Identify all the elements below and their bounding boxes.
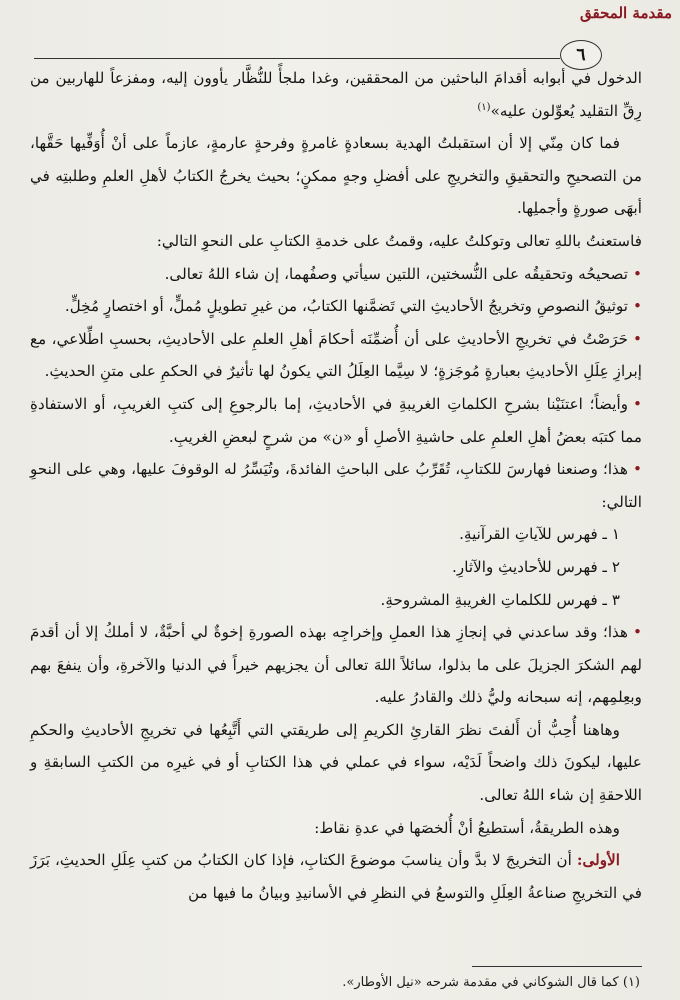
list-item (30, 258, 642, 291)
bullet-icon: • (633, 460, 642, 479)
list-item-text: هذا؛ وقد ساعدني في إنجازِ هذا العملِ وإخراجِه بهذه الصورةِ إخوةٌ لي أحبَّةٌ، لا أملكُ إلا أن أقدمَ لهم الشكرَ الجزيلَ على ما بذلوا، سائلاً اللهَ تعالى أن يجزيهم خيراً في الدنيا والآخرةِ، وأن ينفعَ بهم وبعِلمِهم، إنه سبحانه وليُّ ذلك والقادرُ عليه. (30, 623, 642, 707)
footnote-rule (472, 966, 642, 967)
list-item-text: توثيقُ النصوصِ وتخريجُ الأحاديثِ التي تَضمَّنها الكتابُ، من غيرِ تطويلٍ مُملٍّ، أو اختصارٍ مُخِلٍّ. (64, 297, 629, 316)
body-text (30, 62, 642, 909)
bullet-icon: • (633, 264, 642, 283)
bullet-icon: • (633, 623, 642, 642)
header-rule (34, 58, 560, 59)
bullet-icon: • (633, 297, 642, 316)
paragraph: فما كان مِنّي إلا أن استقبلتُ الهدية بسعادةٍ غامرةٍ وفرحةٍ عارمةٍ، عازماً على أنْ أُوَفِّيها حَقَّها، من التصحيحِ والتحقيقِ والتخريجِ على أفضلِ وجهٍ ممكنٍ؛ بحيث يخرجُ الكتابُ لأهلِ العلمِ وطلبتِه في أبهَى صورةٍ وأجملِها. (30, 134, 642, 218)
running-title: مقدمة المحقق (580, 4, 672, 22)
list-item-text: هذا؛ وصنعنا فهارسَ للكتابِ، تُقَرِّبُ على الباحثِ الفائدةَ، وتُيَسِّرُ له الوقوفَ عليها، وهي على النحوِ التالي: (30, 460, 642, 511)
list-item (30, 290, 642, 323)
paragraph (30, 844, 642, 909)
list-item-text: حَرَصْتُ في تخريجِ الأحاديثِ على أن أُضمِّنَه أحكامَ أهلِ العلمِ على الأحاديثِ، بحسبِ اطِّلاعي، مع إبرازِ عِلَلِ الأحاديثِ بعبارةٍ مُوجَزةٍ؛ لا سِيَّما العِلَلُ التي يكونُ لها تأثيرٌ في الحكمِ على متنِ الحديثِ. (30, 329, 642, 381)
footnote-text: كما قال الشوكاني في مقدمة شرحه «نيل الأوطار». (342, 975, 619, 990)
paragraph-text: الدخول في أبوابه أقدامَ الباحثين من المحققين، وغدا ملجأً للنُّظَّار يأوون إليه، ومفزعاً للهاربين من رِقِّ التقليد يُعوِّلون عليه» (30, 69, 642, 120)
list-item-text: وأيضاً؛ اعتنَيْنا بشرحِ الكلماتِ الغريبةِ في الأحاديثِ، إما بالرجوعِ إلى كتبِ الغريبِ، أو الاستفادةِ مما كتبَه بعضُ أهلِ العلمِ على حاشيةِ الأصلِ أو «ن» من شرحٍ لبعضِ الغريبِ. (30, 394, 642, 446)
bullet-icon: • (633, 394, 642, 413)
point-label: الأولى: (576, 851, 621, 870)
footnote-reference: (١) (477, 101, 491, 113)
index-item: ٢ ـ فهرس للأحاديثِ والآثارِ. (452, 557, 620, 576)
index-item: ١ ـ فهرس للآياتِ القرآنيةِ. (459, 525, 620, 544)
bullet-icon: • (633, 329, 642, 348)
list-item (30, 388, 642, 453)
paragraph: فاستعنتُ باللهِ تعالى وتوكلتُ عليه، وقمتُ على خدمةِ الكتابِ على النحوِ التالي: (156, 231, 642, 250)
paragraph (30, 62, 642, 127)
index-item: ٣ ـ فهرس للكلماتِ الغريبةِ المشروحةِ. (380, 590, 620, 609)
list-item-text: تصحيحُه وتحقيقُه على النُّسختين، اللتين سيأتي وصفُهما، إن شاء اللهُ تعالى. (164, 264, 629, 283)
list-item (30, 616, 642, 714)
paragraph-text: أن التخريجَ لا بدَّ وأن يناسبَ موضوعَ الكتابِ، فإذا كان الكتابُ من كتبِ عِلَلِ الحديثِ، بَرَزَ في التخريجِ صناعةُ العِلَلِ والتوسعُ في النظرِ في الأسانيدِ وبيانُ ما فيها من (30, 851, 642, 902)
list-item (30, 323, 642, 388)
footnote-marker: (١) (622, 975, 640, 990)
paragraph: وهاهنا أُحِبُّ أن أَلفتَ نظرَ القارئِ الكريمِ إلى طريقتي التي أَتَّبِعُها في تخريجِ الأحاديثِ والحكمِ عليها، ليكونَ ذلك واضحاً لَدَيْه، سواء في عملي في هذا الكتابِ أو في غيرِه من الكتبِ السابقةِ و اللاحقةِ إن شاء اللهُ تعالى. (30, 720, 642, 805)
footnote (30, 974, 640, 992)
page-number: ٦ (560, 40, 602, 70)
list-item (30, 453, 642, 518)
paragraph: وهذه الطريقةُ، أستطيعُ أنْ أُلخصَها في عدةِ نقاط: (314, 818, 620, 837)
